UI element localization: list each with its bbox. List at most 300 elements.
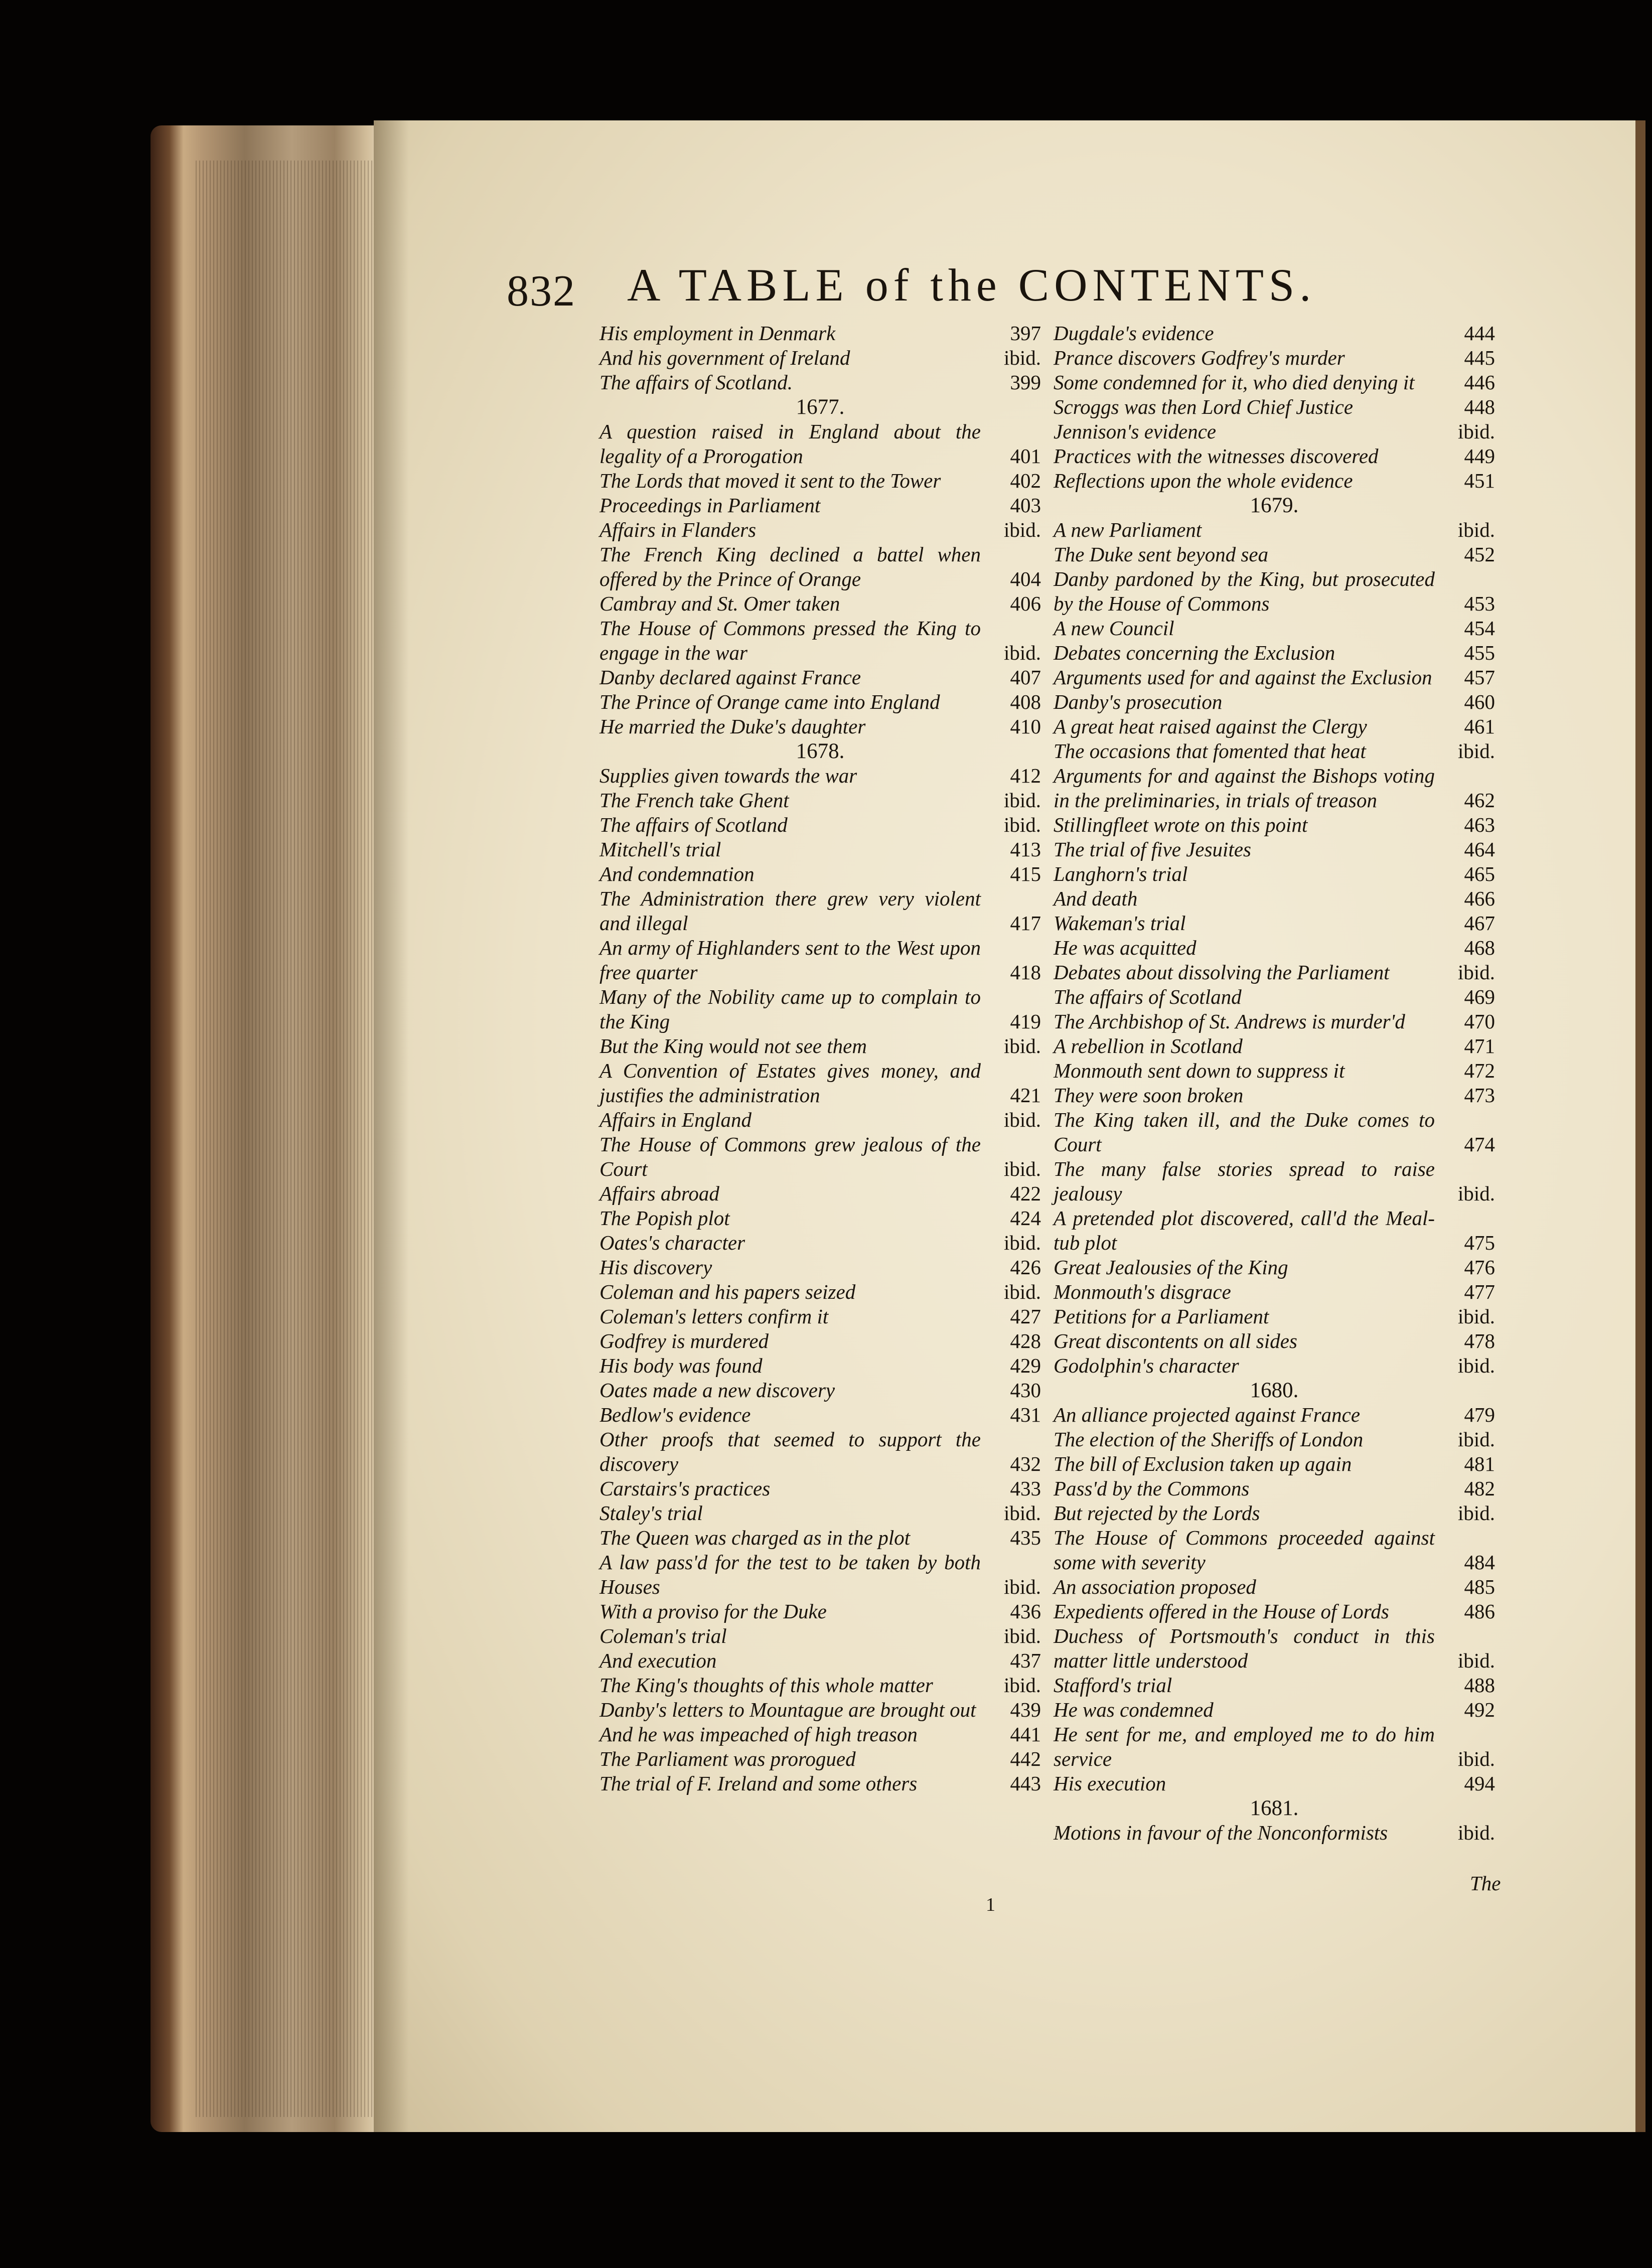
entry-page: 486 [1464, 1600, 1495, 1623]
entry-text: A new Council [1054, 617, 1174, 640]
entry-page: ibid. [1003, 1674, 1041, 1697]
contents-entry [599, 1476, 1041, 1501]
contents-entry [599, 665, 1041, 690]
entry-text: The French King declined a battel when offered by the Prince of Orange [599, 543, 981, 590]
entry-page: 417 [1010, 912, 1041, 935]
entry-text: The occasions that fomented that heat [1054, 739, 1366, 763]
entry-text: Debates concerning the Exclusion [1054, 641, 1335, 664]
entry-page: 494 [1464, 1772, 1495, 1795]
contents-entry [599, 321, 1041, 346]
entry-page: 435 [1010, 1526, 1041, 1549]
contents-entry [1054, 665, 1495, 690]
entry-text: Petitions for a Parliament [1054, 1305, 1269, 1328]
entry-page: 448 [1464, 395, 1495, 418]
contents-entry [1054, 1673, 1495, 1698]
entry-text: Great discontents on all sides [1054, 1329, 1297, 1352]
contents-entry [1054, 321, 1495, 346]
entry-text: With a proviso for the Duke [599, 1600, 827, 1623]
entry-text: A great heat raised against the Clergy [1054, 715, 1367, 738]
entry-text: Mitchell's trial [599, 838, 721, 861]
contents-entry [599, 1108, 1041, 1132]
contents-entry [1054, 1353, 1495, 1378]
entry-text: Motions in favour of the Nonconformists [1054, 1821, 1388, 1844]
entry-text: Practices with the witnesses discovered [1054, 444, 1379, 468]
entry-text: Danby pardoned by the King, but prosecuted by the House of Commons [1054, 567, 1435, 615]
entry-text: His discovery [599, 1256, 712, 1279]
contents-entry [1054, 911, 1495, 936]
entry-page: 401 [1010, 444, 1041, 468]
entry-page: 424 [1010, 1206, 1041, 1230]
entry-text: He sent for me, and employed me to do him service [1054, 1723, 1435, 1770]
entry-page: 426 [1010, 1256, 1041, 1279]
contents-column-right [1054, 321, 1495, 1845]
entry-page: 403 [1010, 494, 1041, 517]
entry-text: He was condemned [1054, 1698, 1214, 1721]
entry-text: Stafford's trial [1054, 1674, 1172, 1697]
entry-text: Cambray and St. Omer taken [599, 592, 840, 615]
entry-text: A new Parliament [1054, 518, 1202, 541]
entry-page: 464 [1464, 838, 1495, 861]
entry-text: The election of the Sheriffs of London [1054, 1428, 1364, 1451]
entry-page: ibid. [1457, 1182, 1495, 1205]
entry-text: The Archbishop of St. Andrews is murder'd [1054, 1010, 1405, 1033]
entry-page: 404 [1010, 567, 1041, 590]
entry-text: And he was impeached of high treason [599, 1723, 918, 1746]
entry-page: ibid. [1457, 1501, 1495, 1525]
entry-page: ibid. [1003, 1280, 1041, 1303]
contents-entry [1054, 1821, 1495, 1845]
contents-entry [1054, 1427, 1495, 1452]
entry-page: 439 [1010, 1698, 1041, 1721]
entry-page: 427 [1010, 1305, 1041, 1328]
contents-entry [599, 886, 1041, 936]
entry-text: Affairs in Flanders [599, 518, 757, 541]
contents-entry [1054, 1108, 1495, 1157]
contents-entry [599, 1427, 1041, 1476]
entry-text: Affairs abroad [599, 1182, 719, 1205]
entry-page: 470 [1464, 1010, 1495, 1033]
contents-entry [599, 591, 1041, 616]
entry-text: And execution [599, 1649, 717, 1672]
page-gutter-shadow [374, 120, 409, 2132]
contents-entry [1054, 616, 1495, 641]
entry-text: The bill of Exclusion taken up again [1054, 1452, 1352, 1475]
contents-entry [1054, 1059, 1495, 1083]
entry-page: 399 [1010, 371, 1041, 394]
contents-entry [599, 1526, 1041, 1550]
contents-entry [1054, 764, 1495, 813]
page-edges [196, 161, 386, 2117]
entry-page: 476 [1464, 1256, 1495, 1279]
contents-entry [599, 862, 1041, 886]
entry-page: 479 [1464, 1403, 1495, 1426]
entry-text: An alliance projected against France [1054, 1403, 1361, 1426]
year-heading: 1677. [796, 395, 845, 419]
entry-text: The trial of F. Ireland and some others [599, 1772, 918, 1795]
contents-entry [599, 1747, 1041, 1771]
entry-page: 478 [1464, 1329, 1495, 1352]
contents-entry [1054, 1083, 1495, 1108]
contents-entry [599, 1722, 1041, 1747]
entry-text: Arguments used for and against the Exclusion [1054, 666, 1432, 689]
entry-text: The Lords that moved it sent to the Tower [599, 469, 941, 492]
contents-entry [1054, 862, 1495, 886]
contents-entry [599, 616, 1041, 665]
contents-entry [1054, 837, 1495, 862]
contents-entry [1054, 370, 1495, 395]
contents-entry [1054, 1403, 1495, 1427]
entry-text: Great Jealousies of the King [1054, 1256, 1288, 1279]
contents-entry [1054, 518, 1495, 542]
entry-page: 468 [1464, 936, 1495, 959]
contents-entry [1054, 1329, 1495, 1353]
entry-text: He married the Duke's daughter [599, 715, 866, 738]
entry-page: ibid. [1003, 641, 1041, 664]
entry-text: A Convention of Estates gives money, and justifies the administration [599, 1059, 981, 1107]
entry-text: An army of Highlanders sent to the West upon free quarter [599, 936, 981, 984]
entry-page: ibid. [1003, 1501, 1041, 1525]
entry-text: A rebellion in Scotland [1054, 1034, 1243, 1057]
entry-page: ibid. [1003, 1575, 1041, 1598]
entry-page: 407 [1010, 666, 1041, 689]
contents-entry [599, 936, 1041, 985]
entry-text: Arguments for and against the Bishops voting in the preliminaries, in trials of treason [1054, 764, 1435, 812]
entry-page: 442 [1010, 1747, 1041, 1770]
contents-entry [599, 690, 1041, 714]
contents-entry [599, 1599, 1041, 1624]
entry-page: ibid. [1457, 739, 1495, 763]
contents-entry [599, 1550, 1041, 1599]
contents-entry [1054, 1599, 1495, 1624]
contents-entry [599, 837, 1041, 862]
contents-entry [1054, 1255, 1495, 1280]
contents-entry [1054, 419, 1495, 444]
entry-text: The House of Commons pressed the King to engage in the war [599, 617, 981, 664]
entry-page: 461 [1464, 715, 1495, 738]
contents-entry [599, 493, 1041, 518]
contents-entry [599, 1378, 1041, 1403]
entry-page: 433 [1010, 1477, 1041, 1500]
entry-text: Supplies given towards the war [599, 764, 857, 787]
page-number: 832 [507, 267, 576, 316]
contents-entry [599, 1329, 1041, 1353]
entry-page: 418 [1010, 961, 1041, 984]
entry-text: Stillingfleet wrote on this point [1054, 813, 1308, 836]
entry-text: Other proofs that seemed to support the discovery [599, 1428, 981, 1475]
contents-entry [599, 764, 1041, 788]
contents-entry [1054, 567, 1495, 616]
contents-entry [1054, 1526, 1495, 1575]
entry-text: Prance discovers Godfrey's murder [1054, 346, 1345, 369]
entry-page: 449 [1464, 444, 1495, 468]
entry-page: 466 [1464, 887, 1495, 910]
contents-entry [599, 1280, 1041, 1304]
entry-text: An association proposed [1054, 1575, 1256, 1598]
entry-text: But the King would not see them [599, 1034, 867, 1057]
entry-page: 477 [1464, 1280, 1495, 1303]
contents-entry [1054, 1624, 1495, 1673]
entry-page: 451 [1464, 469, 1495, 492]
entry-text: Monmouth's disgrace [1054, 1280, 1231, 1303]
entry-page: 445 [1464, 346, 1495, 369]
contents-entry [599, 813, 1041, 837]
contents-entry [599, 1501, 1041, 1526]
contents-entry [1054, 641, 1495, 665]
contents-entry [1054, 1452, 1495, 1476]
year-heading: 1680. [1250, 1379, 1299, 1402]
entry-text: They were soon broken [1054, 1084, 1244, 1107]
entry-page: 419 [1010, 1010, 1041, 1033]
entry-page: 413 [1010, 838, 1041, 861]
entry-text: Dugdale's evidence [1054, 322, 1214, 345]
entry-page: ibid. [1003, 1034, 1041, 1057]
contents-entry [599, 788, 1041, 813]
entry-text: The affairs of Scotland. [599, 371, 793, 394]
entry-text: The Popish plot [599, 1206, 730, 1230]
entry-text: The King's thoughts of this whole matter [599, 1674, 933, 1697]
entry-text: The French take Ghent [599, 789, 789, 812]
contents-entry [599, 1353, 1041, 1378]
entry-text: Wakeman's trial [1054, 912, 1186, 935]
entry-page: 412 [1010, 764, 1041, 787]
contents-entry [1054, 1009, 1495, 1034]
entry-text: But rejected by the Lords [1054, 1501, 1260, 1525]
entry-page: 428 [1010, 1329, 1041, 1352]
entry-page: 482 [1464, 1477, 1495, 1500]
entry-text: Coleman's trial [599, 1624, 727, 1647]
entry-page: ibid. [1003, 789, 1041, 812]
entry-page: ibid. [1457, 518, 1495, 541]
page-title: A TABLE of the CONTENTS. [627, 259, 1316, 311]
entry-text: Jennison's evidence [1054, 420, 1217, 443]
entry-text: Coleman and his papers seized [599, 1280, 856, 1303]
entry-text: The King taken ill, and the Duke comes to Court [1054, 1108, 1435, 1156]
entry-page: 452 [1464, 543, 1495, 566]
entry-page: 463 [1464, 813, 1495, 836]
contents-entry [1054, 1157, 1495, 1206]
entry-page: ibid. [1003, 346, 1041, 369]
entry-text: The Duke sent beyond sea [1054, 543, 1269, 566]
contents-entry [1054, 1501, 1495, 1526]
entry-text: His execution [1054, 1772, 1166, 1795]
entry-text: The Prince of Orange came into England [599, 690, 940, 713]
entry-text: Pass'd by the Commons [1054, 1477, 1250, 1500]
entry-page: 410 [1010, 715, 1041, 738]
entry-text: Expedients offered in the House of Lords [1054, 1600, 1389, 1623]
contents-entry [1054, 886, 1495, 911]
contents-entry [1054, 1771, 1495, 1796]
contents-entry [1054, 1698, 1495, 1722]
entry-text: Oates made a new discovery [599, 1379, 835, 1402]
entry-page: ibid. [1457, 1649, 1495, 1672]
entry-page: 444 [1464, 322, 1495, 345]
entry-page: ibid. [1457, 961, 1495, 984]
entry-page: 467 [1464, 912, 1495, 935]
entry-text: Danby's letters to Mountague are brought out [599, 1698, 976, 1721]
entry-text: Oates's character [599, 1231, 745, 1254]
entry-page: 437 [1010, 1649, 1041, 1672]
contents-entry [599, 370, 1041, 395]
entry-page: 472 [1464, 1059, 1495, 1082]
signature-mark: 1 [986, 1894, 995, 1915]
entry-page: 492 [1464, 1698, 1495, 1721]
contents-entry [599, 518, 1041, 542]
entry-text: And death [1054, 887, 1138, 910]
entry-text: Many of the Nobility came up to complain to the King [599, 985, 981, 1033]
contents-entry [599, 1231, 1041, 1255]
contents-entry [599, 985, 1041, 1034]
entry-page: ibid. [1003, 1157, 1041, 1180]
entry-text: And his government of Ireland [599, 346, 850, 369]
entry-page: 484 [1464, 1551, 1495, 1574]
entry-page: 397 [1010, 322, 1041, 345]
contents-entry [599, 1648, 1041, 1673]
entry-page: 422 [1010, 1182, 1041, 1205]
contents-entry [599, 419, 1041, 469]
entry-page: 406 [1010, 592, 1041, 615]
entry-text: Staley's trial [599, 1501, 703, 1525]
entry-page: ibid. [1003, 1624, 1041, 1647]
contents-entry [1054, 1304, 1495, 1329]
contents-entry [599, 542, 1041, 591]
contents-entry [599, 1304, 1041, 1329]
entry-page: ibid. [1003, 1108, 1041, 1131]
entry-text: Godolphin's character [1054, 1354, 1239, 1377]
contents-entry [1054, 1280, 1495, 1304]
contents-entry [599, 1181, 1041, 1206]
entry-text: Danby declared against France [599, 666, 861, 689]
entry-text: And condemnation [599, 862, 755, 885]
entry-page: ibid. [1003, 518, 1041, 541]
contents-entry [599, 714, 1041, 739]
contents-entry [1054, 714, 1495, 739]
contents-entry [599, 1673, 1041, 1698]
entry-text: Some condemned for it, who died denying it [1054, 371, 1415, 394]
entry-page: 432 [1010, 1452, 1041, 1475]
contents-column-left [599, 321, 1041, 1796]
entry-text: Duchess of Portsmouth's conduct in this matter little understood [1054, 1624, 1435, 1672]
entry-page: 421 [1010, 1084, 1041, 1107]
contents-entry [1054, 1034, 1495, 1059]
year-heading: 1679. [1250, 494, 1299, 517]
entry-page: 441 [1010, 1723, 1041, 1746]
contents-entry [1054, 1722, 1495, 1771]
contents-entry [1054, 542, 1495, 567]
entry-page: 430 [1010, 1379, 1041, 1402]
catchword: The [1470, 1872, 1501, 1895]
entry-page: 473 [1464, 1084, 1495, 1107]
contents-entry [599, 346, 1041, 370]
contents-entry [1054, 1476, 1495, 1501]
entry-text: The trial of five Jesuites [1054, 838, 1251, 861]
entry-page: ibid. [1457, 420, 1495, 443]
contents-entry [1054, 395, 1495, 419]
entry-page: 457 [1464, 666, 1495, 689]
entry-text: Proceedings in Parliament [599, 494, 821, 517]
entry-page: 454 [1464, 617, 1495, 640]
entry-page: 485 [1464, 1575, 1495, 1598]
entry-page: 408 [1010, 690, 1041, 713]
entry-text: Carstairs's practices [599, 1477, 771, 1500]
entry-page: 474 [1464, 1133, 1495, 1156]
entry-page: 462 [1464, 789, 1495, 812]
entry-page: ibid. [1457, 1428, 1495, 1451]
entry-page: 465 [1464, 862, 1495, 885]
entry-page: 436 [1010, 1600, 1041, 1623]
entry-page: 460 [1464, 690, 1495, 713]
contents-entry [599, 1255, 1041, 1280]
entry-text: The Parliament was prorogued [599, 1747, 856, 1770]
entry-page: 415 [1010, 862, 1041, 885]
entry-text: Danby's prosecution [1054, 690, 1223, 713]
contents-entry [1054, 690, 1495, 714]
entry-text: Debates about dissolving the Parliament [1054, 961, 1390, 984]
contents-entry [1054, 813, 1495, 837]
entry-page: ibid. [1457, 1354, 1495, 1377]
entry-text: Coleman's letters confirm it [599, 1305, 829, 1328]
contents-entry [1054, 469, 1495, 493]
entry-page: 488 [1464, 1674, 1495, 1697]
entry-page: 453 [1464, 592, 1495, 615]
entry-text: The Administration there grew very violent and illegal [599, 887, 981, 935]
contents-entry [1054, 985, 1495, 1009]
entry-page: 455 [1464, 641, 1495, 664]
entry-page: ibid. [1457, 1305, 1495, 1328]
entry-page: 469 [1464, 985, 1495, 1008]
contents-entry [1054, 739, 1495, 764]
contents-entry [599, 1059, 1041, 1108]
contents-entry [1054, 444, 1495, 469]
contents-entry [1054, 936, 1495, 960]
entry-text: A pretended plot discovered, call'd the Meal-tub plot [1054, 1206, 1435, 1254]
entry-text: Monmouth sent down to suppress it [1054, 1059, 1345, 1082]
entry-page: 475 [1464, 1231, 1495, 1254]
entry-text: The House of Commons grew jealous of the Court [599, 1133, 981, 1180]
entry-text: The affairs of Scotland [1054, 985, 1242, 1008]
entry-page: 402 [1010, 469, 1041, 492]
entry-text: Godfrey is murdered [599, 1329, 769, 1352]
entry-text: A question raised in England about the legality of a Prorogation [599, 420, 981, 468]
contents-entry [599, 1206, 1041, 1231]
entry-text: The affairs of Scotland [599, 813, 788, 836]
contents-entry [599, 1771, 1041, 1796]
contents-entry [1054, 346, 1495, 370]
entry-text: The Queen was charged as in the plot [599, 1526, 911, 1549]
entry-page: 481 [1464, 1452, 1495, 1475]
contents-entry [1054, 1575, 1495, 1599]
entry-text: He was acquitted [1054, 936, 1196, 959]
entry-page: ibid. [1003, 813, 1041, 836]
entry-text: His body was found [599, 1354, 763, 1377]
entry-text: Langhorn's trial [1054, 862, 1188, 885]
contents-entry [1054, 1206, 1495, 1255]
contents-entry [599, 1034, 1041, 1059]
entry-page: 431 [1010, 1403, 1041, 1426]
year-heading: 1681. [1250, 1796, 1299, 1820]
entry-page: ibid. [1003, 1231, 1041, 1254]
entry-text: Reflections upon the whole evidence [1054, 469, 1353, 492]
entry-page: 429 [1010, 1354, 1041, 1377]
entry-text: Scroggs was then Lord Chief Justice [1054, 395, 1354, 418]
entry-page: ibid. [1457, 1747, 1495, 1770]
entry-text: His employment in Denmark [599, 322, 836, 345]
contents-entry [599, 1132, 1041, 1181]
entry-text: Bedlow's evidence [599, 1403, 751, 1426]
contents-entry [599, 1624, 1041, 1648]
entry-page: 446 [1464, 371, 1495, 394]
entry-page: 443 [1010, 1772, 1041, 1795]
contents-entry [599, 1698, 1041, 1722]
